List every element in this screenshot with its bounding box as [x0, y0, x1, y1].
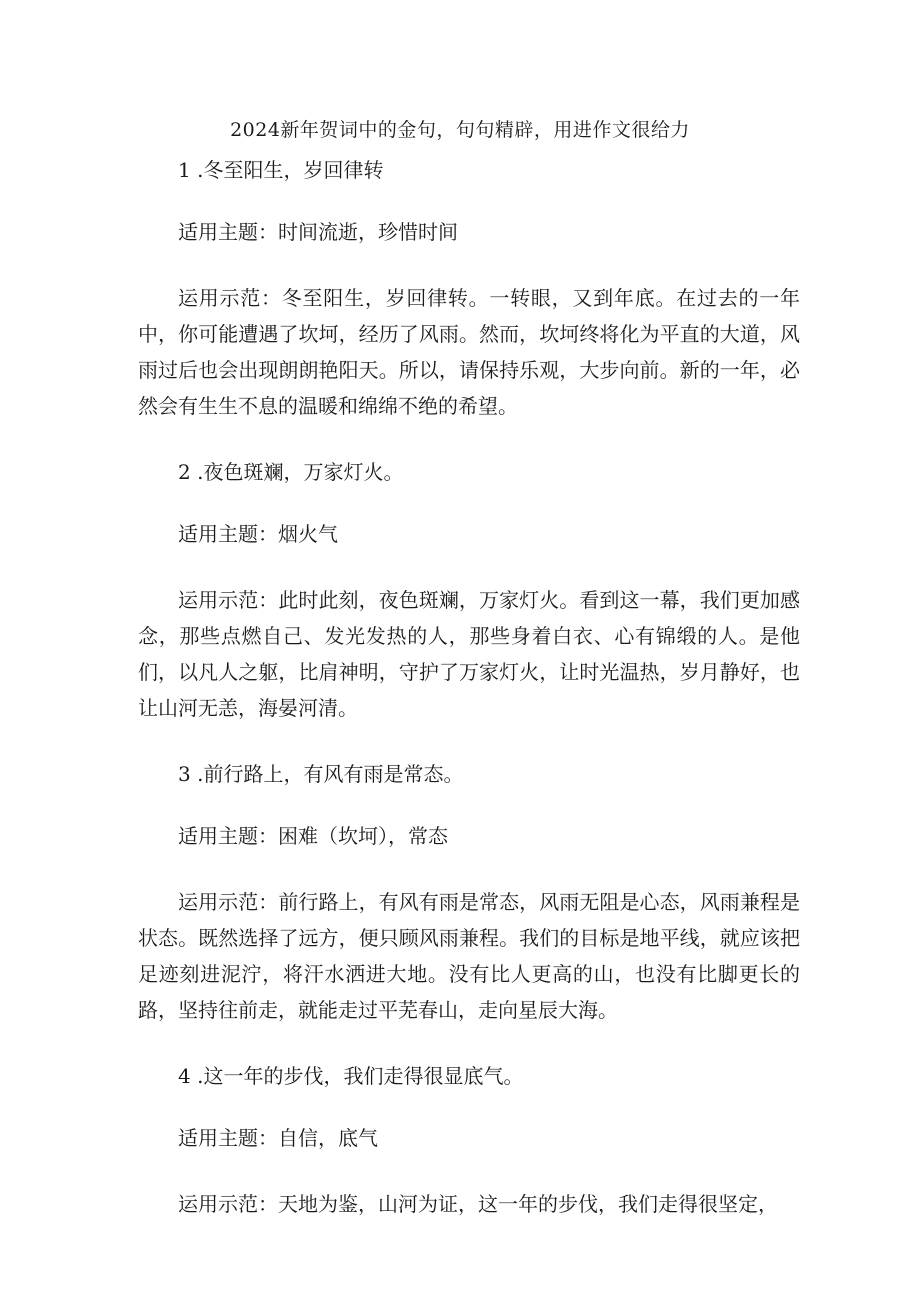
section-heading: 3 .前行路上，有风有雨是常态。: [178, 762, 464, 786]
section-theme: 适用主题：时间流逝，珍惜时间: [178, 220, 458, 244]
section-example: 运用示范：冬至阳生，岁回律转。一转眼，又到年底。在过去的一年中，你可能遭遇了坎坷，经历了风雨。然而，坎坷终将化为平直的大道，风雨过后也会出现朗朗艳阳天。所以，请保持乐观，大步向前。新的一年，必然会有生生不息的温暖和绵绵不绝的希望。: [138, 286, 800, 418]
section-heading: 2 .夜色斑斓，万家灯火。: [178, 460, 404, 484]
section-example: 运用示范：天地为鉴，山河为证，这一年的步伐，我们走得很坚定，: [178, 1192, 778, 1216]
section-1: [138, 156, 800, 424]
section-theme: 适用主题：自信，底气: [178, 1126, 378, 1150]
section-2: [138, 458, 800, 726]
document-body: [138, 156, 800, 1222]
section-3: [138, 760, 800, 1028]
section-example: 运用示范：此时此刻，夜色斑斓，万家灯火。看到这一幕，我们更加感念，那些点燃自己、发光发热的人，那些身着白衣、心有锦缎的人。是他们，以凡人之躯，比肩神明，守护了万家灯火，让时光温热，岁月静好，也让山河无恙，海晏河清。: [138, 588, 800, 720]
section-theme: 适用主题：困难（坎坷），常态: [178, 824, 448, 848]
document-title: 2024新年贺词中的金句，句句精辟，用进作文很给力: [230, 119, 690, 141]
section-heading: 1 .冬至阳生，岁回律转: [178, 158, 384, 182]
section-theme: 适用主题：烟火气: [178, 522, 338, 546]
section-heading: 4 .这一年的步伐，我们走得很显底气。: [178, 1064, 524, 1088]
section-example: 运用示范：前行路上，有风有雨是常态，风雨无阻是心态，风雨兼程是状态。既然选择了远方，便只顾风雨兼程。我们的目标是地平线，就应该把足迹刻进泥泞，将汗水洒进大地。没有比人更高的山，也没有比脚更长的路，坚持往前走，就能走过平芜春山，走向星辰大海。: [138, 890, 800, 1022]
section-4: [138, 1062, 800, 1222]
